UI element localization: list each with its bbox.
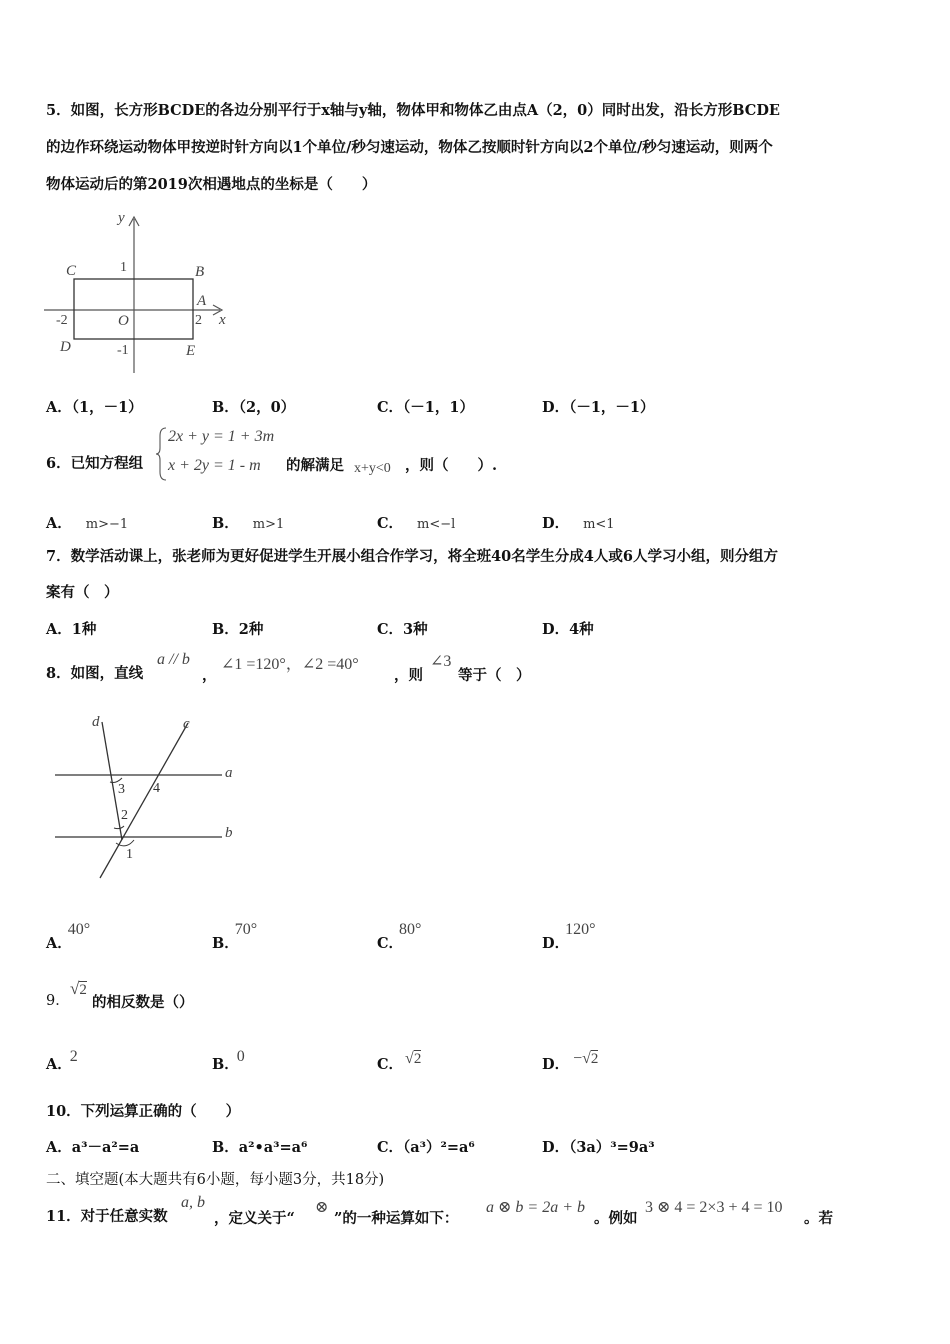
q8-angle-3: ∠3 (430, 653, 452, 670)
q8-option-a-value: 40° (67, 921, 91, 938)
q7-option-d: D．4种 (542, 621, 594, 638)
q9-sqrt-expression (70, 979, 87, 999)
q9-option-a-label: A． (46, 1056, 72, 1073)
q9-option-d-sqrt-icon: √ (582, 1050, 591, 1067)
q7-option-a: A．1种 (46, 621, 97, 638)
q9-option-d-label: D． (542, 1056, 570, 1073)
q10-stem: 10．下列运算正确的（ ） (46, 1103, 241, 1120)
origin-label: O (118, 313, 129, 329)
label-c: c (183, 716, 190, 732)
q9-option-a-value: 2 (69, 1048, 78, 1065)
q9-sqrt-icon: √ (70, 979, 80, 998)
q7-option-b: B．2种 (212, 621, 264, 638)
q8-option-a-label: A． (46, 935, 72, 952)
q5-option-d: D．（－1，－1） (542, 399, 655, 416)
q9-option-a (46, 1048, 80, 1074)
q6-option-d-label: D． (542, 515, 570, 532)
q5-rectangle-figure (42, 205, 242, 375)
q9-option-d-value: 2 (590, 1051, 599, 1067)
q11-operator: ⊗ (315, 1199, 329, 1216)
label-3: 3 (118, 782, 125, 797)
tick-1: 1 (120, 260, 127, 275)
q11-variables: a, b (181, 1194, 205, 1211)
q5-line1: 5．如图，长方形BCDE的各边分别平行于x轴与y轴，物体甲和物体乙由点A（2，0）同时出发，沿长方形BCDE (46, 102, 780, 119)
q11-text-2: ”的一种运算如下： (334, 1210, 459, 1227)
q5-option-b: B．（2，0） (212, 399, 296, 416)
q6-equation-1: 2x + y = 1 + 3m (168, 428, 275, 445)
q6-option-c-value: m<−l (417, 517, 456, 532)
q7-option-c: C．3种 (377, 621, 428, 638)
q8-option-c (377, 921, 425, 953)
q6-system-brace (156, 426, 168, 482)
y-axis-label: y (118, 210, 125, 226)
angle-1-arc (116, 840, 134, 846)
q6-equation-2: x + 2y = 1 - m (168, 457, 261, 474)
q8-parallel-lines-figure (50, 712, 250, 882)
point-a-label: A (197, 293, 207, 309)
q10-option-a: A．a³－a²=a (46, 1139, 140, 1156)
q10-option-b: B．a²•a³=a⁶ (212, 1139, 308, 1156)
q9-option-c-sqrt-icon: √ (405, 1050, 414, 1067)
q8-parallel-relation: a // b (157, 651, 190, 668)
point-d-label: D (60, 339, 71, 355)
q6-option-c-label: C． (377, 515, 404, 532)
tick-minus-2: -2 (56, 313, 68, 328)
q8-angle-values: ∠1 =120°，∠2 =40° (221, 656, 359, 673)
q6-prefix: 6．已知方程组 (46, 455, 144, 472)
q9-option-d (542, 1050, 599, 1074)
q8-option-d (542, 921, 599, 953)
q11-text-1: ，定义关于“ (214, 1210, 295, 1227)
label-2: 2 (121, 808, 128, 823)
q6-option-d (542, 512, 615, 533)
q8-option-d-value: 120° (565, 921, 596, 938)
q6-option-a (46, 512, 128, 533)
label-d: d (92, 714, 100, 730)
point-b-label: B (195, 264, 205, 280)
label-a: a (225, 765, 233, 781)
q8-option-b-label: B． (212, 935, 239, 952)
q6-option-c (377, 512, 455, 533)
q8-comma: ， (202, 667, 217, 684)
q5-line2: 的边作环绕运动物体甲按逆时针方向以1个单位/秒匀速运动，物体乙按顺时针方向以2个单位/秒匀速运动，则两个 (46, 139, 773, 156)
label-1: 1 (126, 847, 133, 862)
q10-option-c: C．（a³）²=a⁶ (377, 1139, 475, 1156)
q6-option-a-label: A． (46, 515, 72, 532)
q7-line2: 案有（ ） (46, 584, 119, 601)
q6-option-b-value: m>1 (252, 517, 285, 532)
q9-radicand: 2 (79, 982, 87, 998)
point-c-label: C (66, 263, 77, 279)
label-4: 4 (153, 781, 160, 796)
q9-suffix: 的相反数是（） (92, 994, 194, 1011)
q9-option-b (212, 1048, 247, 1074)
q8-option-d-label: D． (542, 935, 570, 952)
q9-option-c-label: C． (377, 1056, 404, 1073)
q6-suffix: ，则（ ）. (405, 457, 498, 474)
q11-text-4: 。若 (804, 1210, 833, 1227)
tick-2: 2 (195, 313, 202, 328)
q6-option-d-value: m<1 (583, 517, 615, 532)
q8-option-c-value: 80° (399, 921, 422, 938)
q6-option-b-label: B． (212, 515, 239, 532)
q6-condition: x+y<0 (354, 461, 391, 476)
point-e-label: E (186, 343, 196, 359)
q5-option-c: C．（－1，1） (377, 399, 474, 416)
x-axis-label: x (219, 312, 226, 328)
q8-option-c-label: C． (377, 935, 404, 952)
q9-option-c-value: 2 (413, 1051, 422, 1067)
q8-prefix: 8．如图，直线 (46, 665, 144, 682)
q9-option-c (377, 1050, 422, 1074)
q7-line1: 7．数学活动课上，张老师为更好促进学生开展小组合作学习，将全班40名学生分成4人或6人学习小组，则分组方 (46, 548, 778, 565)
q9-option-b-value: 0 (236, 1048, 245, 1065)
q6-mid-text: 的解满足 (286, 457, 344, 474)
q9-option-d-negative: − (573, 1050, 583, 1067)
q5-line3: 物体运动后的第2019次相遇地点的坐标是（ ） (46, 176, 377, 193)
q8-option-b (212, 921, 261, 953)
q6-option-b (212, 512, 284, 533)
q11-example: 3 ⊗ 4 = 2×3 + 4 = 10 (645, 1199, 783, 1216)
line-c (100, 723, 188, 878)
q9-prefix: 9． (46, 993, 70, 1009)
q9-option-b-label: B． (212, 1056, 239, 1073)
q11-text-3: 。例如 (594, 1210, 638, 1227)
q6-option-a-value: m>−1 (85, 517, 129, 532)
q10-option-d: D．（3a）³=9a³ (542, 1139, 655, 1156)
angle-2-arc (114, 826, 124, 829)
q8-then: ，则 (394, 667, 423, 684)
tick-minus-1: -1 (117, 343, 129, 358)
section-2-heading: 二、填空题(本大题共有6小题，每小题3分，共18分) (46, 1172, 385, 1188)
q8-suffix: 等于（ ） (458, 667, 531, 684)
q8-option-b-value: 70° (234, 921, 258, 938)
q11-definition: a ⊗ b = 2a + b (486, 1199, 585, 1216)
q11-prefix: 11．对于任意实数 (46, 1208, 168, 1225)
q8-option-a (46, 921, 94, 953)
label-b: b (225, 825, 233, 841)
q5-option-a: A．（1，－1） (46, 399, 143, 416)
